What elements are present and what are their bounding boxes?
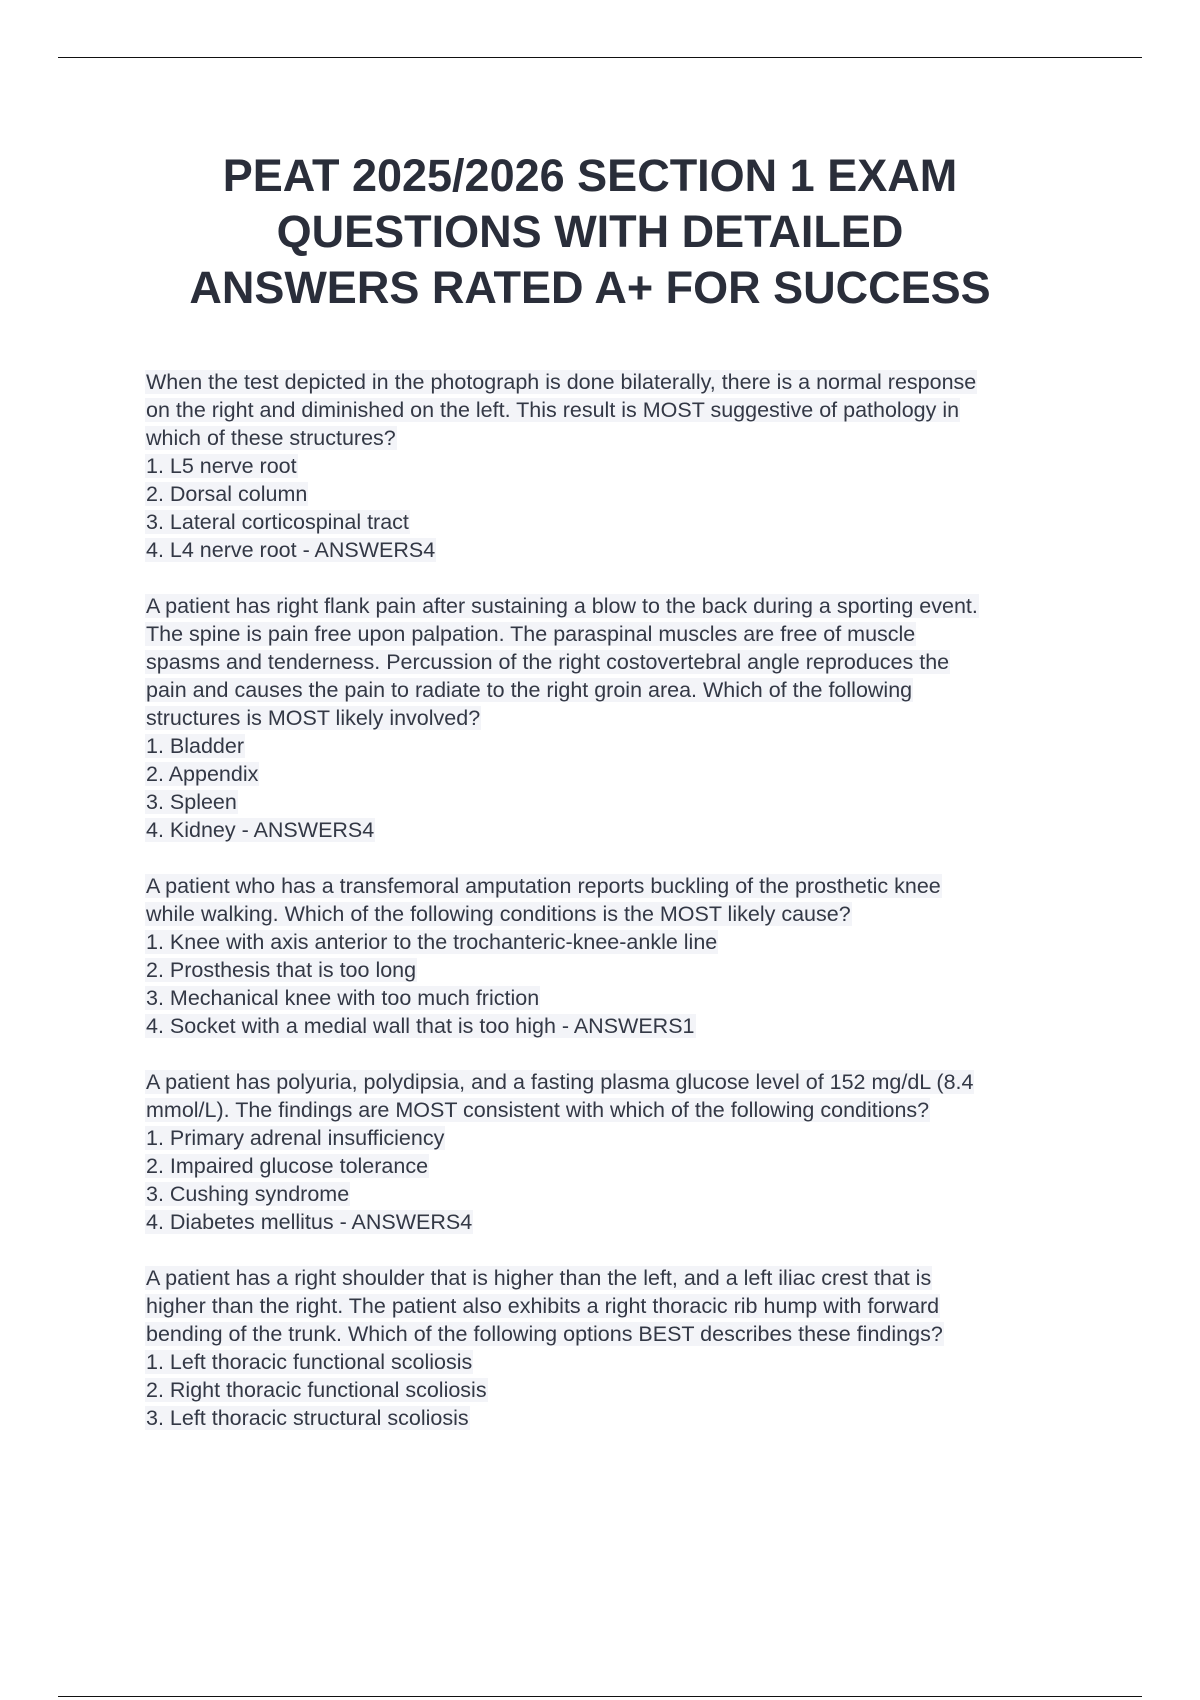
answer-option: 4. Socket with a medial wall that is too high - ANSWERS1 xyxy=(146,1014,695,1038)
answer-option: 3. Mechanical knee with too much friction xyxy=(146,986,540,1010)
answer-option: 2. Prosthesis that is too long xyxy=(146,958,417,982)
answer-option: 2. Impaired glucose tolerance xyxy=(146,1154,429,1178)
answer-option: 3. Spleen xyxy=(146,790,237,814)
question-stem-line: spasms and tenderness. Percussion of the right costovertebral angle reproduces the xyxy=(146,650,950,674)
question-stem-line: A patient who has a transfemoral amputation reports buckling of the prosthetic knee xyxy=(146,874,941,898)
document-title xyxy=(120,148,1060,316)
question-stem-line: structures is MOST likely involved? xyxy=(146,706,481,730)
answer-option: 2. Appendix xyxy=(146,762,259,786)
answer-option: 4. L4 nerve root - ANSWERS4 xyxy=(146,538,436,562)
question-stem-line: A patient has a right shoulder that is higher than the left, and a left iliac crest that is xyxy=(146,1266,932,1290)
answer-option: 1. L5 nerve root xyxy=(146,454,297,478)
question-block xyxy=(145,592,1095,844)
title-line: ANSWERS RATED A+ FOR SUCCESS xyxy=(189,262,991,313)
answer-option: 1. Left thoracic functional scoliosis xyxy=(146,1350,473,1374)
question-list xyxy=(145,368,1095,1460)
answer-option: 1. Primary adrenal insufficiency xyxy=(146,1126,445,1150)
top-rule xyxy=(58,57,1142,58)
question-stem-line: bending of the trunk. Which of the following options BEST describes these findings? xyxy=(146,1322,943,1346)
answer-option: 2. Right thoracic functional scoliosis xyxy=(146,1378,487,1402)
question-block xyxy=(145,368,1095,564)
title-line: QUESTIONS WITH DETAILED xyxy=(276,206,904,257)
answer-option: 3. Cushing syndrome xyxy=(146,1182,350,1206)
bottom-rule xyxy=(58,1696,1142,1697)
question-stem-line: mmol/L). The findings are MOST consistent with which of the following conditions? xyxy=(146,1098,930,1122)
answer-option: 1. Knee with axis anterior to the trochanteric-knee-ankle line xyxy=(146,930,718,954)
answer-option: 1. Bladder xyxy=(146,734,245,758)
answer-option: 4. Kidney - ANSWERS4 xyxy=(146,818,375,842)
question-stem-line: A patient has polyuria, polydipsia, and a fasting plasma glucose level of 152 mg/dL (8.4 xyxy=(146,1070,974,1094)
question-stem-line: which of these structures? xyxy=(146,426,396,450)
answer-option: 4. Diabetes mellitus - ANSWERS4 xyxy=(146,1210,473,1234)
question-stem-line: higher than the right. The patient also exhibits a right thoracic rib hump with forward xyxy=(146,1294,940,1318)
question-block xyxy=(145,1264,1095,1432)
question-stem-line: while walking. Which of the following conditions is the MOST likely cause? xyxy=(146,902,851,926)
question-stem-line: pain and causes the pain to radiate to the right groin area. Which of the following xyxy=(146,678,913,702)
question-block xyxy=(145,1068,1095,1236)
answer-option: 3. Left thoracic structural scoliosis xyxy=(146,1406,469,1430)
question-stem-line: A patient has right flank pain after sustaining a blow to the back during a sporting event. xyxy=(146,594,978,618)
question-block xyxy=(145,872,1095,1040)
question-stem-line: on the right and diminished on the left. This result is MOST suggestive of pathology in xyxy=(146,398,960,422)
answer-option: 2. Dorsal column xyxy=(146,482,308,506)
question-stem-line: When the test depicted in the photograph is done bilaterally, there is a normal response xyxy=(146,370,977,394)
question-stem-line: The spine is pain free upon palpation. The paraspinal muscles are free of muscle xyxy=(146,622,916,646)
answer-option: 3. Lateral corticospinal tract xyxy=(146,510,409,534)
title-line: PEAT 2025/2026 SECTION 1 EXAM xyxy=(222,150,958,201)
